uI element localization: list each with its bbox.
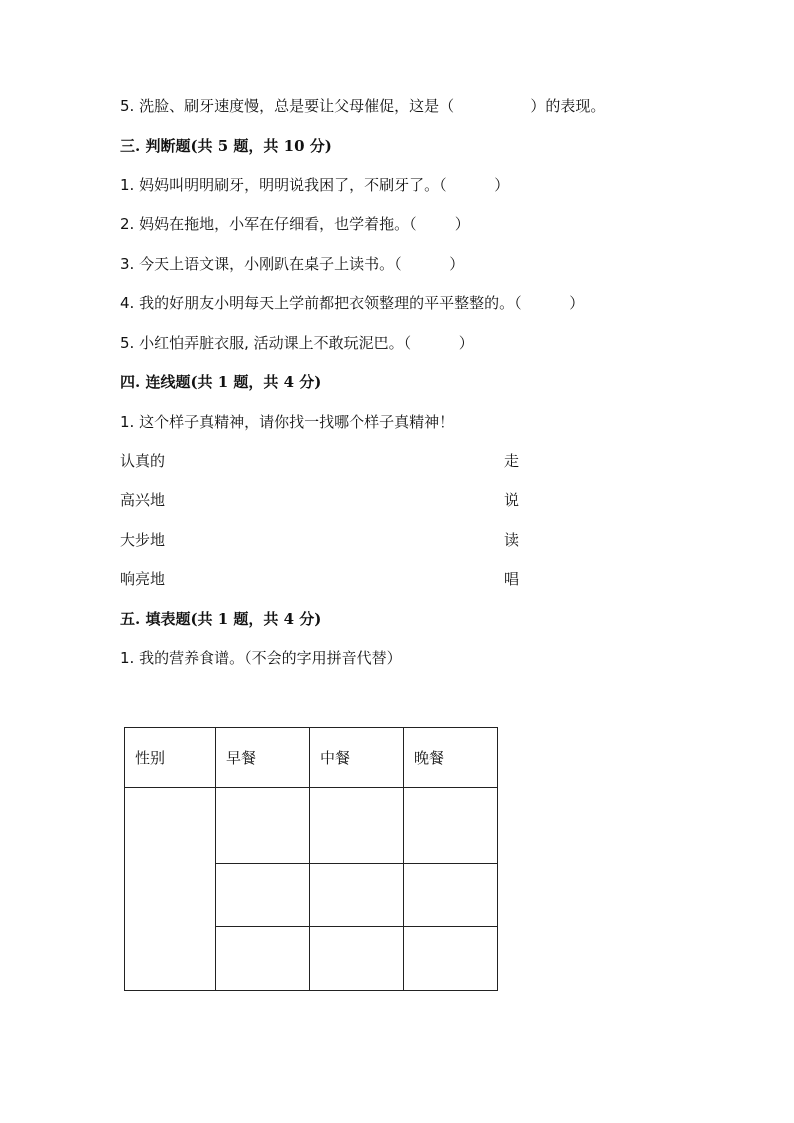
lunch-cell-2[interactable]: [310, 864, 404, 927]
section-5-title: 五. 填表题(共 1 题，共 4 分): [120, 610, 322, 628]
table-question: 1. 我的营养食谱。（不会的字用拼音代替）: [120, 649, 402, 667]
judge-question-1: 1. 妈妈叫明明刷牙，明明说我困了，不刷牙了。（ ）: [120, 176, 510, 194]
dinner-cell-2[interactable]: [404, 864, 498, 927]
match-left-3: 大步地: [120, 531, 166, 549]
section-4-title: 四. 连线题(共 1 题，共 4 分): [120, 373, 322, 391]
section-3-title: 三. 判断题(共 5 题，共 10 分): [120, 137, 332, 155]
lunch-cell-3[interactable]: [310, 927, 404, 991]
match-right-4: 唱: [504, 570, 520, 588]
dinner-cell-3[interactable]: [404, 927, 498, 991]
header-dinner: 晚餐: [404, 728, 498, 788]
match-left-1: 认真的: [120, 452, 166, 470]
header-breakfast: 早餐: [216, 728, 310, 788]
match-left-2: 高兴地: [120, 491, 166, 509]
fill-question-5: 5. 洗脸、刷牙速度慢，总是要让父母催促，这是（ ）的表现。: [120, 97, 606, 115]
match-left-4: 响亮地: [120, 570, 166, 588]
judge-question-2: 2. 妈妈在拖地，小军在仔细看，也学着拖。（ ）: [120, 215, 470, 233]
match-question: 1. 这个样子真精神，请你找一找哪个样子真精神！: [120, 413, 455, 431]
breakfast-cell-2[interactable]: [216, 864, 310, 927]
meal-table: [124, 727, 498, 991]
lunch-cell-1[interactable]: [310, 788, 404, 864]
table-row: [125, 788, 498, 864]
match-right-2: 说: [504, 491, 520, 509]
breakfast-cell-3[interactable]: [216, 927, 310, 991]
header-gender: 性别: [125, 728, 216, 788]
judge-question-3: 3. 今天上语文课，小刚趴在桌子上读书。（ ）: [120, 255, 465, 273]
match-right-1: 走: [504, 452, 520, 470]
judge-question-5: 5. 小红怕弄脏衣服, 活动课上不敢玩泥巴。（ ）: [120, 334, 474, 352]
breakfast-cell-1[interactable]: [216, 788, 310, 864]
dinner-cell-1[interactable]: [404, 788, 498, 864]
judge-question-4: 4. 我的好朋友小明每天上学前都把衣领整理的平平整整的。（ ）: [120, 294, 585, 312]
gender-cell[interactable]: [125, 788, 216, 991]
match-right-3: 读: [504, 531, 520, 549]
header-lunch: 中餐: [310, 728, 404, 788]
table-header-row: [125, 728, 498, 788]
